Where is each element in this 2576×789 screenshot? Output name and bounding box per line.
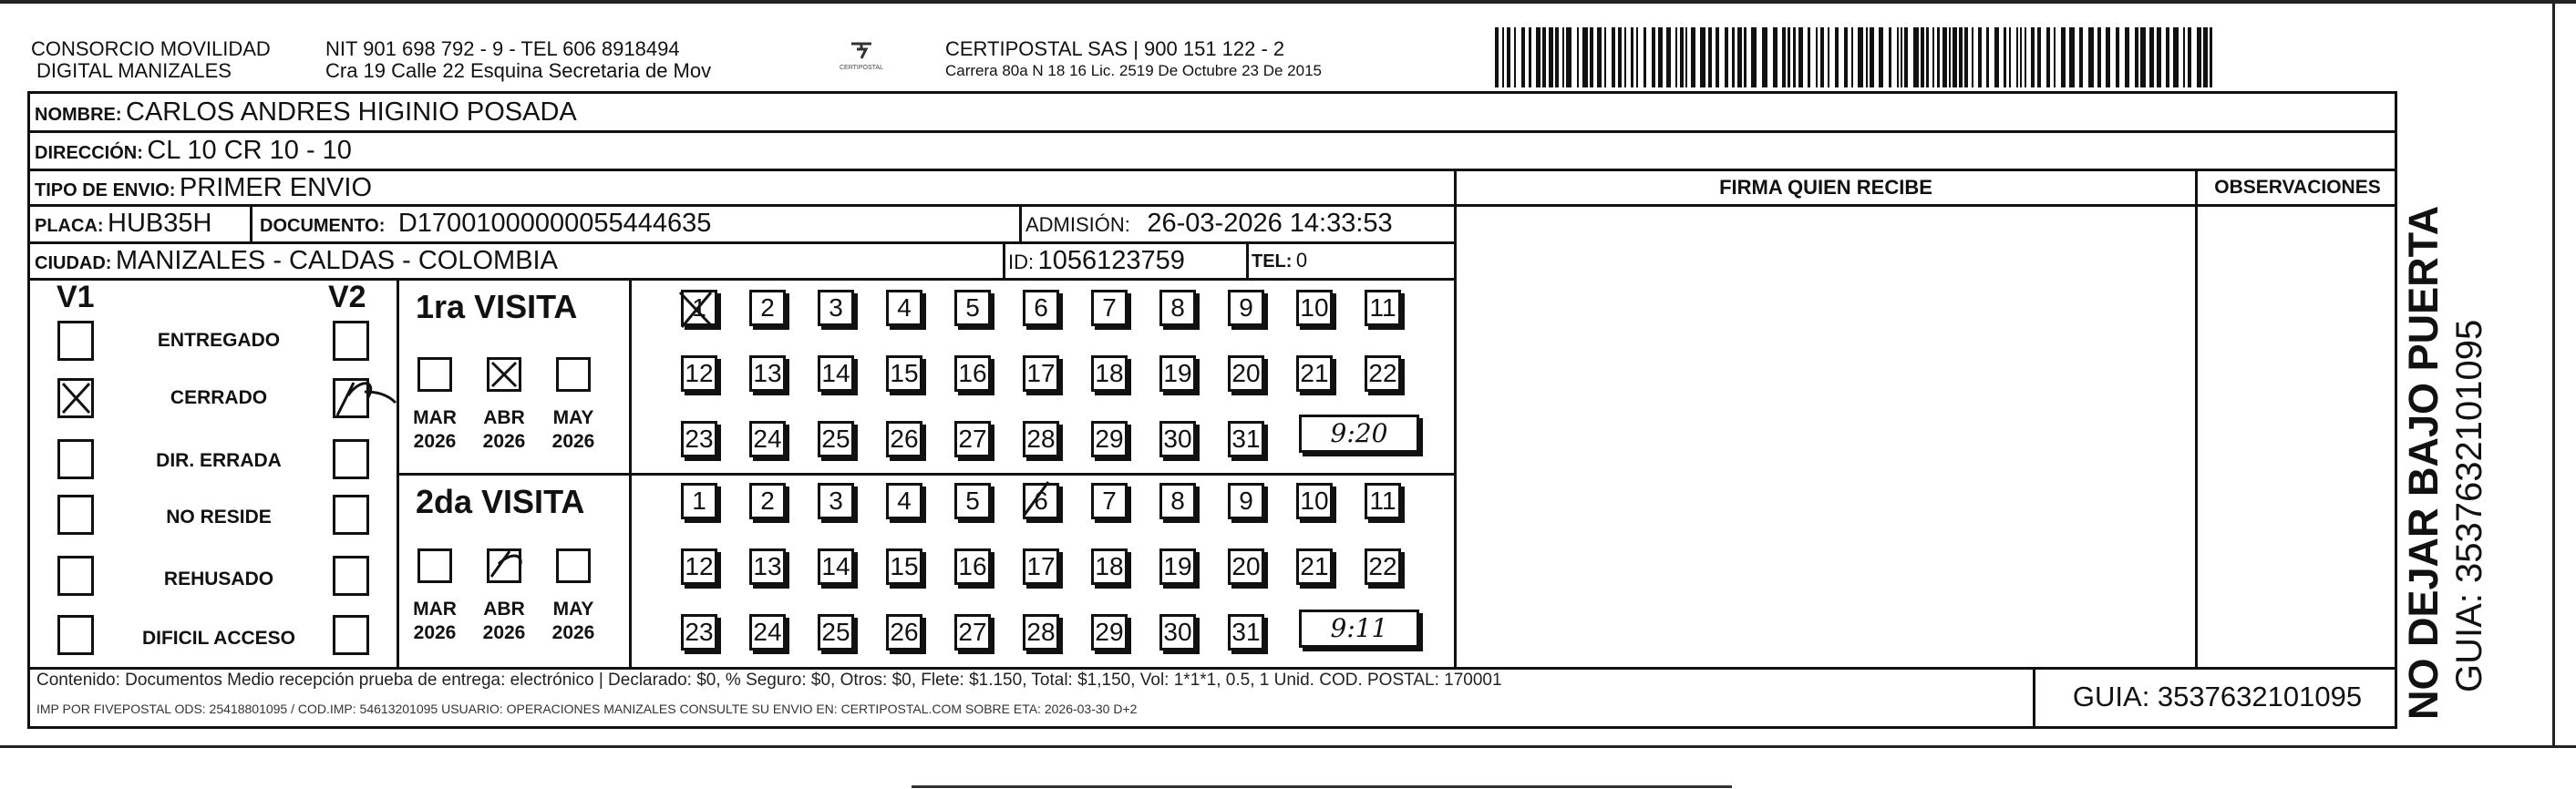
rule xyxy=(2033,667,2035,729)
first-visit-time[interactable]: 9:20 xyxy=(1299,415,1419,453)
barcode-bar xyxy=(2031,27,2035,87)
id-label: ID: xyxy=(1008,251,1035,273)
second-visit-day-16[interactable]: 16 xyxy=(954,548,991,585)
first-visit-day-9[interactable]: 9 xyxy=(1228,290,1264,326)
barcode-bar xyxy=(2020,27,2022,87)
first-visit-day-24[interactable]: 24 xyxy=(749,421,786,457)
side-guia: GUIA: 3537632101095 xyxy=(2449,319,2489,692)
ciudad-cell xyxy=(35,243,558,282)
v1-checkbox-no-reside[interactable] xyxy=(57,495,94,535)
second-visit-day-29[interactable]: 29 xyxy=(1091,614,1128,651)
v2-checkbox-rehusado[interactable] xyxy=(333,556,369,596)
rule xyxy=(2195,169,2198,667)
second-visit-day-5[interactable]: 5 xyxy=(954,483,991,519)
first-visit-day-15[interactable]: 15 xyxy=(886,355,922,392)
first-visit-day-7[interactable]: 7 xyxy=(1091,290,1128,326)
v2-checkbox-cerrado[interactable] xyxy=(333,378,369,418)
barcode-bar xyxy=(2097,27,2101,87)
second-visit-day-13[interactable]: 13 xyxy=(749,548,786,585)
second-visit-day-9[interactable]: 9 xyxy=(1228,483,1264,519)
top-scan-edge xyxy=(0,0,2576,4)
barcode-bar xyxy=(2054,27,2056,87)
barcode-bar xyxy=(2106,27,2110,87)
footer-contenido: Contenido: Documentos Medio recepción prueba de entrega: electrónico | Declarado: $0, % Seguro: $0, Otros: $0, Flete: $1.150, Total: $1,150, Vol: 1*1*1, 0.5, 1 Unid. COD. POSTAL: 170001 xyxy=(36,671,1502,690)
month-checkbox-mar-1[interactable] xyxy=(417,357,452,392)
admision-value: 26-03-2026 14:33:53 xyxy=(1147,209,1393,238)
x-mark-icon xyxy=(60,381,91,415)
right-scan-edge xyxy=(2552,0,2555,747)
barcode-bar xyxy=(1685,27,1687,87)
barcode-bar xyxy=(1652,27,1655,87)
first-visit-day-14[interactable]: 14 xyxy=(818,355,854,392)
first-visit-title: 1ra VISITA xyxy=(416,288,578,325)
second-visit-day-11[interactable]: 11 xyxy=(1365,483,1401,519)
first-visit-day-23[interactable]: 23 xyxy=(681,421,717,457)
month-checkbox-abr-2[interactable] xyxy=(487,548,521,583)
handwritten-mark-icon xyxy=(332,375,396,421)
month-label: ABR 2026 xyxy=(482,599,526,643)
first-visit-day-27[interactable]: 27 xyxy=(954,421,991,457)
barcode-bar xyxy=(1926,27,1929,87)
barcode-bar xyxy=(1502,27,1504,87)
barcode-bar xyxy=(1582,27,1588,87)
second-visit-day-1[interactable]: 1 xyxy=(681,483,717,519)
rule xyxy=(27,667,2397,670)
barcode-bar xyxy=(1921,27,1924,87)
barcode-bar xyxy=(1631,27,1633,87)
barcode-bar xyxy=(1624,27,1626,87)
barcode-bar xyxy=(1744,27,1747,87)
tipo-row xyxy=(35,170,372,210)
first-visit-day-10[interactable]: 10 xyxy=(1296,290,1333,326)
first-visit-day-31[interactable]: 31 xyxy=(1228,421,1264,457)
documento-label: DOCUMENTO: xyxy=(260,216,386,236)
placa-cell xyxy=(35,206,211,245)
v1-checkbox-dificil-acceso[interactable] xyxy=(57,615,94,655)
first-visit-day-1[interactable]: 1 xyxy=(681,290,717,326)
barcode-bar xyxy=(1566,27,1571,87)
barcode-bar xyxy=(2197,27,2201,87)
month-checkbox-mar-2[interactable] xyxy=(417,548,452,583)
barcode-bar xyxy=(2149,27,2154,87)
second-visit-day-14[interactable]: 14 xyxy=(818,548,854,585)
tel-value: 0 xyxy=(1295,249,1308,272)
month-checkbox-abr-1[interactable] xyxy=(487,357,521,392)
barcode-bar xyxy=(2061,27,2066,87)
barcode-bar xyxy=(1514,27,1516,87)
barcode-bar xyxy=(1549,27,1553,87)
barcode-bar xyxy=(2166,27,2169,87)
barcode-bar xyxy=(2140,27,2146,87)
barcode-bar xyxy=(1604,27,1606,87)
rule xyxy=(250,204,252,241)
barcode-bar xyxy=(1798,27,1803,87)
barcode-bar xyxy=(2125,27,2129,87)
barcode-bar xyxy=(1507,27,1510,87)
second-visit-day-4[interactable]: 4 xyxy=(886,483,922,519)
rule xyxy=(629,278,632,667)
barcode-bar xyxy=(2135,27,2138,87)
company-contact: NIT 901 698 792 - 9 - TEL 606 8918494 Cra 19 Calle 22 Esquina Secretaria de Mov xyxy=(325,37,712,82)
footer-imp: IMP POR FIVEPOSTAL ODS: 25418801095 / COD.IMP: 54613201095 USUARIO: OPERACIONES MANIZALES CONSULTE SU ENVIO EN: CERTIPOSTAL.COM SOBRE ETA: 2026-03-30 D+2 xyxy=(36,702,1138,716)
ciudad-label: CIUDAD: xyxy=(35,253,112,273)
first-visit-day-8[interactable]: 8 xyxy=(1159,290,1196,326)
first-visit-day-12[interactable]: 12 xyxy=(681,355,717,392)
barcode-bar xyxy=(1932,27,1934,87)
barcode-bar xyxy=(1700,27,1705,87)
barcode-bar xyxy=(1716,27,1719,87)
v1-checkbox-dir-errada[interactable] xyxy=(57,439,94,479)
barcode-bar xyxy=(1816,27,1818,87)
second-visit-day-2[interactable]: 2 xyxy=(749,483,786,519)
x-mark-icon xyxy=(489,360,519,389)
barcode-bar xyxy=(2016,27,2018,87)
first-visit-day-11[interactable]: 11 xyxy=(1365,290,1401,326)
barcode-bar xyxy=(1737,27,1742,87)
barcode-bar xyxy=(1577,27,1579,87)
first-visit-day-18[interactable]: 18 xyxy=(1091,355,1128,392)
v1-checkbox-entregado[interactable] xyxy=(57,321,94,361)
barcode-bar xyxy=(1964,27,1968,87)
barcode-bar xyxy=(1851,27,1853,87)
barcode-bar xyxy=(1835,27,1839,87)
placa-label: PLACA: xyxy=(35,216,104,236)
handwritten-mark-icon xyxy=(486,546,531,582)
status-option: ENTREGADO xyxy=(157,330,281,351)
barcode-bar xyxy=(1994,27,1999,87)
barcode-bar xyxy=(2069,27,2075,87)
second-visit-day-18[interactable]: 18 xyxy=(1091,548,1128,585)
direccion-value: CL 10 CR 10 - 10 xyxy=(147,136,352,165)
barcode-bar xyxy=(1762,27,1767,87)
v1-header: V1 xyxy=(57,280,95,314)
status-option: DIFICIL ACCESO xyxy=(141,628,295,649)
barcode-bar xyxy=(1732,27,1735,87)
barcode-bar xyxy=(1782,27,1786,87)
first-visit-day-6[interactable]: 6 xyxy=(1023,290,1059,326)
first-visit-day-30[interactable]: 30 xyxy=(1159,421,1196,457)
second-visit-day-21[interactable]: 21 xyxy=(1296,548,1333,585)
courier-info: CERTIPOSTAL SAS | 900 151 122 - 2 Carrera 80a N 18 16 Lic. 2519 De Octubre 23 De 2015 xyxy=(945,37,1322,79)
barcode-bar xyxy=(1953,27,1957,87)
second-visit-title: 2da VISITA xyxy=(416,483,585,520)
barcode-bar xyxy=(1949,27,1951,87)
barcode-bar xyxy=(1866,27,1868,87)
first-visit-day-22[interactable]: 22 xyxy=(1365,355,1401,392)
second-visit-day-3[interactable]: 3 xyxy=(818,483,854,519)
second-visit-day-10[interactable]: 10 xyxy=(1296,483,1333,519)
first-visit-day-21[interactable]: 21 xyxy=(1296,355,1333,392)
courier-logo: CERTIPOSTAL xyxy=(834,40,889,71)
first-visit-day-2[interactable]: 2 xyxy=(749,290,786,326)
rule xyxy=(1003,241,1005,278)
month-label: ABR 2026 xyxy=(482,407,526,452)
barcode-bar xyxy=(1820,27,1824,87)
admision-label: ADMISIÓN: xyxy=(1025,213,1130,236)
bottom-scan-edge xyxy=(0,745,2576,748)
rule xyxy=(2195,204,2397,207)
first-visit-day-16[interactable]: 16 xyxy=(954,355,991,392)
barcode-bar xyxy=(1725,27,1728,87)
status-option: DIR. ERRADA xyxy=(156,450,282,471)
barcode-bar xyxy=(1618,27,1622,87)
day-6-slash-mark-icon xyxy=(1021,478,1065,522)
barcode-bar xyxy=(1536,27,1540,87)
barcode-bar xyxy=(2157,27,2161,87)
nombre-value: CARLOS ANDRES HIGINIO POSADA xyxy=(126,97,577,127)
first-visit-day-20[interactable]: 20 xyxy=(1228,355,1264,392)
barcode-bar xyxy=(1942,27,1947,87)
barcode-bar xyxy=(1675,27,1677,87)
barcode-bar xyxy=(2088,27,2094,87)
barcode xyxy=(1495,27,2224,87)
v2-header: V2 xyxy=(328,280,366,314)
barcode-bar xyxy=(1858,27,1863,87)
barcode-bar xyxy=(2173,27,2179,87)
first-visit-day-17[interactable]: 17 xyxy=(1023,355,1059,392)
barcode-bar xyxy=(1793,27,1796,87)
side-text xyxy=(2399,100,2545,738)
barcode-bar xyxy=(1773,27,1777,87)
status-option: REHUSADO xyxy=(163,569,274,589)
second-visit-day-22[interactable]: 22 xyxy=(1365,548,1401,585)
month-label: MAY 2026 xyxy=(551,599,595,643)
tipo-label: TIPO DE ENVIO: xyxy=(35,180,176,200)
barcode-bar xyxy=(1495,27,1499,87)
v2-checkbox-dir-errada[interactable] xyxy=(333,439,369,479)
barcode-bar xyxy=(1680,27,1684,87)
barcode-bar xyxy=(1870,27,1874,87)
first-visit-day-4[interactable]: 4 xyxy=(886,290,922,326)
barcode-bar xyxy=(2210,27,2212,87)
direccion-row xyxy=(35,133,352,172)
barcode-bar xyxy=(1691,27,1695,87)
barcode-bar xyxy=(2046,27,2050,87)
footer-guia: GUIA: 3537632101095 xyxy=(2072,681,2363,712)
barcode-bar xyxy=(1708,27,1712,87)
barcode-bar xyxy=(1590,27,1593,87)
bottom-scan-edge-lower xyxy=(912,785,1732,788)
rule xyxy=(397,473,1457,476)
v2-checkbox-no-reside[interactable] xyxy=(333,495,369,535)
no-dejar-warning: NO DEJAR BAJO PUERTA xyxy=(2400,205,2447,720)
direccion-label: DIRECCIÓN: xyxy=(35,143,143,163)
barcode-bar xyxy=(1889,27,1891,87)
barcode-bar xyxy=(1636,27,1638,87)
observaciones-header: OBSERVACIONES xyxy=(2214,177,2381,198)
second-visit-day-25[interactable]: 25 xyxy=(818,614,854,651)
first-visit-day-29[interactable]: 29 xyxy=(1091,421,1128,457)
first-visit-day-13[interactable]: 13 xyxy=(749,355,786,392)
month-label: MAY 2026 xyxy=(551,407,595,452)
barcode-bar xyxy=(1904,27,1908,87)
barcode-bar xyxy=(2183,27,2185,87)
admision-cell xyxy=(1025,206,1393,245)
month-label: MAR 2026 xyxy=(413,599,457,643)
second-visit-day-7[interactable]: 7 xyxy=(1091,483,1128,519)
rule xyxy=(397,278,399,667)
courier-logo-icon xyxy=(848,40,875,60)
first-visit-day-25[interactable]: 25 xyxy=(818,421,854,457)
barcode-bar xyxy=(2037,27,2041,87)
v2-checkbox-dificil-acceso[interactable] xyxy=(333,615,369,655)
barcode-bar xyxy=(1788,27,1790,87)
barcode-bar xyxy=(1555,27,1559,87)
status-option: CERRADO xyxy=(170,387,268,408)
second-visit-day-6[interactable]: 6 xyxy=(1023,483,1059,519)
second-visit-day-12[interactable]: 12 xyxy=(681,548,717,585)
second-visit-day-28[interactable]: 28 xyxy=(1023,614,1059,651)
barcode-bar xyxy=(2079,27,2083,87)
second-visit-day-8[interactable]: 8 xyxy=(1159,483,1196,519)
barcode-bar xyxy=(2025,27,2026,87)
nombre-label: NOMBRE: xyxy=(35,105,122,125)
rule xyxy=(1246,241,1249,278)
second-visit-day-20[interactable]: 20 xyxy=(1228,548,1264,585)
v1-checkbox-cerrado[interactable] xyxy=(57,378,94,418)
barcode-bar xyxy=(2116,27,2119,87)
barcode-bar xyxy=(1666,27,1671,87)
barcode-bar xyxy=(1844,27,1848,87)
month-checkbox-may-2[interactable] xyxy=(556,548,591,583)
barcode-bar xyxy=(1658,27,1663,87)
month-label: MAR 2026 xyxy=(413,407,457,452)
barcode-bar xyxy=(1828,27,1829,87)
tel-label: TEL: xyxy=(1252,251,1293,272)
documento-cell xyxy=(260,206,711,245)
tel-cell xyxy=(1252,243,1307,281)
barcode-bar xyxy=(1986,27,1989,87)
barcode-bar xyxy=(1521,27,1525,87)
tipo-value: PRIMER ENVIO xyxy=(179,173,373,202)
barcode-bar xyxy=(1808,27,1810,87)
rule xyxy=(1454,169,1457,667)
status-option: NO RESIDE xyxy=(166,507,272,528)
second-visit-day-23[interactable]: 23 xyxy=(681,614,717,651)
ciudad-value: MANIZALES - CALDAS - COLOMBIA xyxy=(115,246,558,275)
id-value: 1056123759 xyxy=(1037,246,1185,275)
barcode-bar xyxy=(2188,27,2191,87)
barcode-bar xyxy=(1612,27,1615,87)
second-visit-day-30[interactable]: 30 xyxy=(1159,614,1196,651)
second-visit-day-17[interactable]: 17 xyxy=(1023,548,1059,585)
id-cell xyxy=(1008,243,1185,282)
barcode-bar xyxy=(1913,27,1919,87)
barcode-bar xyxy=(2009,27,2011,87)
second-visit-day-31[interactable]: 31 xyxy=(1228,614,1264,651)
documento-value: D17001000000055444635 xyxy=(397,209,712,238)
first-visit-day-28[interactable]: 28 xyxy=(1023,421,1059,457)
barcode-bar xyxy=(1897,27,1899,87)
barcode-bar xyxy=(1972,27,1973,87)
barcode-bar xyxy=(1959,27,1963,87)
firma-header: FIRMA QUIEN RECIBE xyxy=(1719,176,1932,199)
second-visit-day-24[interactable]: 24 xyxy=(749,614,786,651)
second-visit-day-15[interactable]: 15 xyxy=(886,548,922,585)
day-1-x-mark-icon xyxy=(676,289,720,333)
month-checkbox-may-1[interactable] xyxy=(556,357,591,392)
first-visit-day-19[interactable]: 19 xyxy=(1159,355,1196,392)
barcode-bar xyxy=(1597,27,1602,87)
barcode-bar xyxy=(1978,27,1982,87)
v2-checkbox-entregado[interactable] xyxy=(333,321,369,361)
barcode-bar xyxy=(2203,27,2208,87)
nombre-row xyxy=(35,95,577,134)
first-visit-day-26[interactable]: 26 xyxy=(886,421,922,457)
barcode-bar xyxy=(1643,27,1646,87)
rule xyxy=(1019,204,1022,241)
barcode-bar xyxy=(1937,27,1940,87)
barcode-bar xyxy=(2004,27,2006,87)
barcode-bar xyxy=(1751,27,1757,87)
v1-checkbox-rehusado[interactable] xyxy=(57,556,94,596)
barcode-bar xyxy=(1879,27,1883,87)
barcode-bar xyxy=(1562,27,1564,87)
first-visit-day-3[interactable]: 3 xyxy=(818,290,854,326)
placa-value: HUB35H xyxy=(108,209,212,238)
second-visit-day-26[interactable]: 26 xyxy=(886,614,922,651)
first-visit-day-5[interactable]: 5 xyxy=(954,290,991,326)
second-visit-time[interactable]: 9:11 xyxy=(1299,610,1419,648)
second-visit-day-27[interactable]: 27 xyxy=(954,614,991,651)
barcode-bar xyxy=(1901,27,1902,87)
company-name: CONSORCIO MOVILIDAD DIGITAL MANIZALES xyxy=(31,37,271,82)
barcode-bar xyxy=(1529,27,1531,87)
barcode-bar xyxy=(1542,27,1546,87)
second-visit-day-19[interactable]: 19 xyxy=(1159,548,1196,585)
